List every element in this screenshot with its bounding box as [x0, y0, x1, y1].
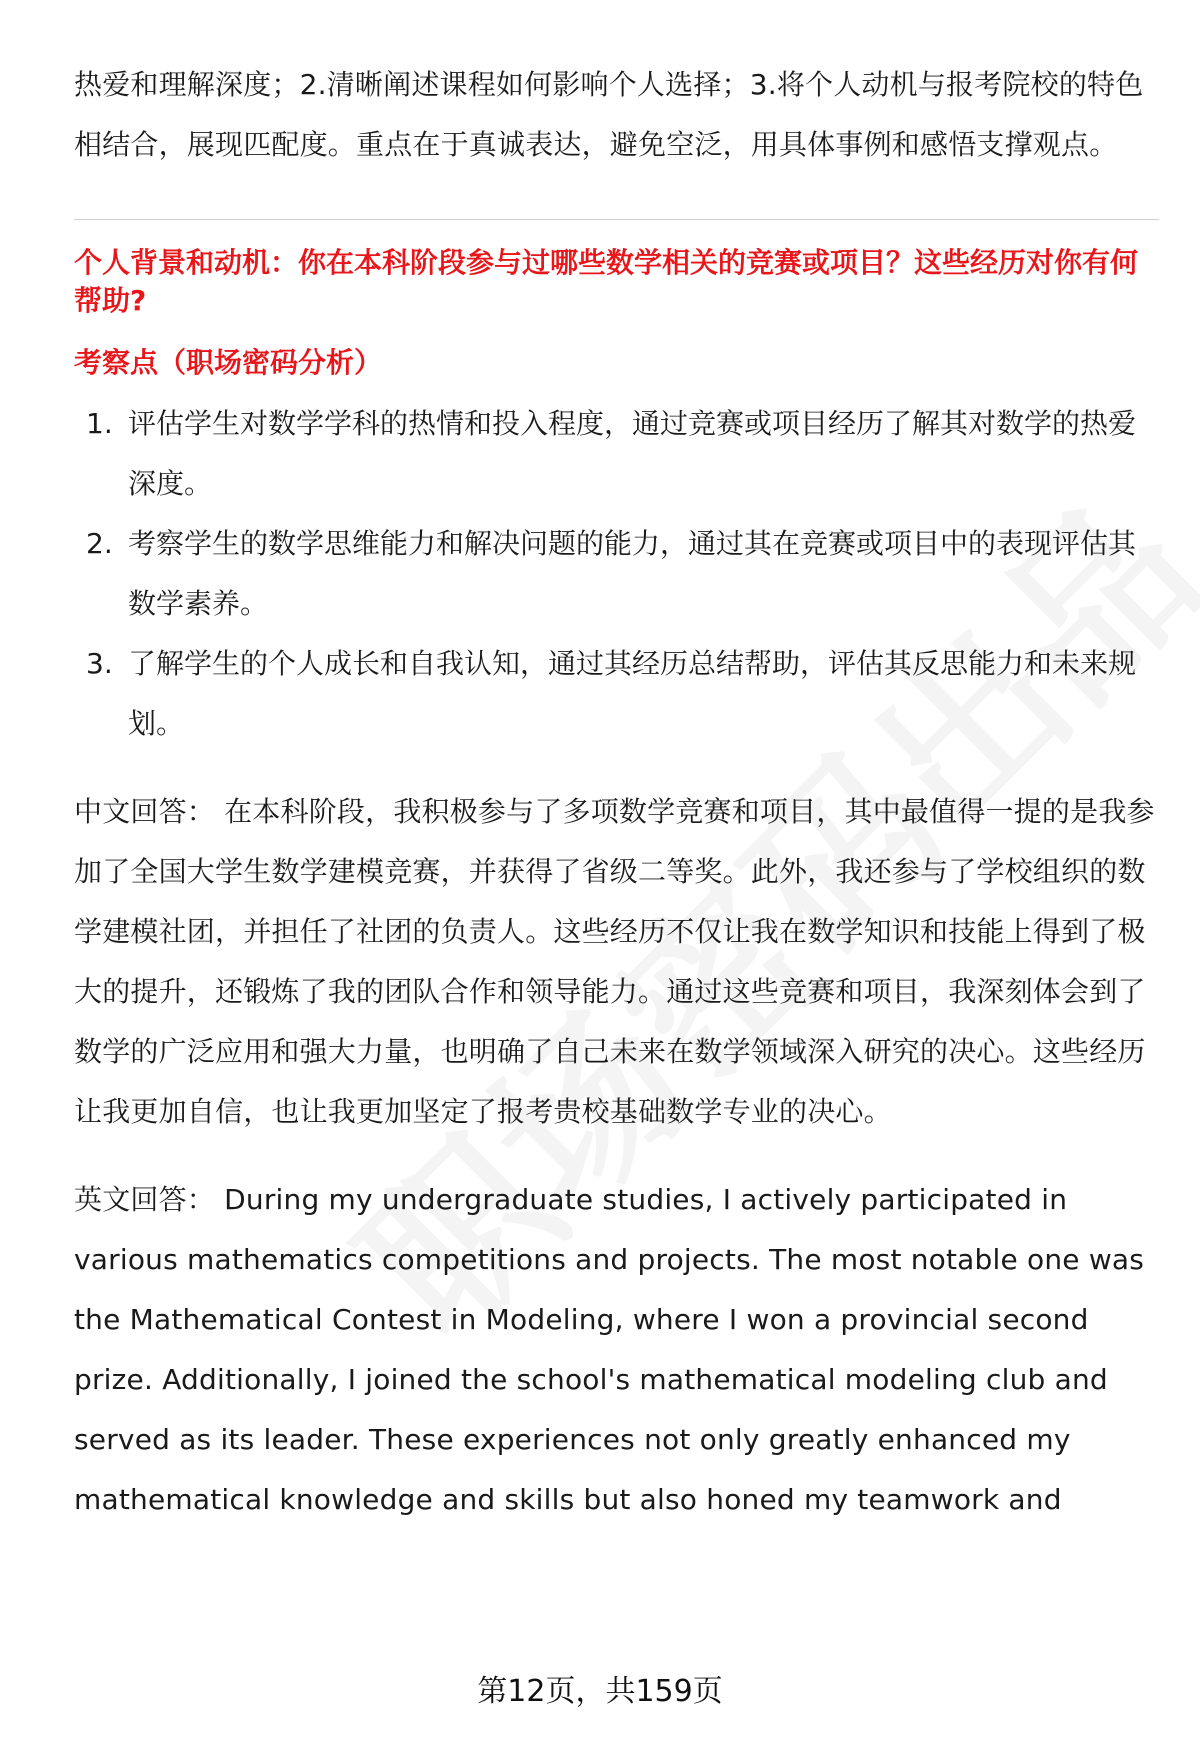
question-title: 个人背景和动机：你在本科阶段参与过哪些数学相关的竞赛或项目？这些经历对你有何帮助?: [74, 246, 1139, 317]
document-page: [74, 55, 1159, 1530]
chinese-answer-text: 在本科阶段，我积极参与了多项数学竞赛和项目，其中最值得一提的是我参加了全国大学生数学建模竞赛，并获得了省级二等奖。此外，我还参与了学校组织的数学建模社团，并担任了社团的负责人。这些经历不仅让我在数学知识和技能上得到了极大的提升，还锻炼了我的团队合作和领导能力。通过这些竞赛和项目，我深刻体会到了数学的广泛应用和强大力量，也明确了自己未来在数学领域深入研究的决心。这些经历让我更加自信，也让我更加坚定了报考贵校基础数学专业的决心。: [74, 795, 1155, 1128]
assessment-points-list: [74, 394, 1159, 754]
list-number: 1.: [86, 407, 113, 440]
chinese-answer-label: 中文回答：: [74, 795, 216, 828]
english-answer-text: During my undergraduate studies, I actively participated in various mathematics competitions and projects. The most notable one was the Mathematical Contest in Modeling, where I won a provincial second prize. Additionally, I joined the school's mathematical modeling club and served as its leader. These experiences not only greatly enhanced my mathematical knowledge and skills but also honed my teamwork and: [74, 1183, 1145, 1516]
intro-paragraph: 热爱和理解深度；2.清晰阐述课程如何影响个人选择；3.将个人动机与报考院校的特色相结合，展现匹配度。重点在于真诚表达，避免空泛，用具体事例和感悟支撑观点。: [74, 68, 1144, 161]
english-answer-label: 英文回答：: [74, 1183, 216, 1216]
page-footer: 第12页，共159页: [477, 1674, 723, 1709]
list-item: [74, 634, 1159, 754]
english-answer: [74, 1170, 1159, 1530]
list-item-text: 评估学生对数学学科的热情和投入程度，通过竞赛或项目经历了解其对数学的热爱深度。: [128, 407, 1137, 500]
list-item-text: 了解学生的个人成长和自我认知，通过其经历总结帮助，评估其反思能力和未来规划。: [128, 647, 1137, 740]
list-item-text: 考察学生的数学思维能力和解决问题的能力，通过其在竞赛或项目中的表现评估其数学素养。: [128, 527, 1137, 620]
section-title: 考察点（职场密码分析）: [74, 346, 383, 379]
list-item: [74, 394, 1159, 514]
section-divider: [74, 219, 1159, 220]
chinese-answer: [74, 782, 1159, 1142]
list-number: 3.: [86, 647, 113, 680]
list-number: 2.: [86, 527, 113, 560]
list-item: [74, 514, 1159, 634]
